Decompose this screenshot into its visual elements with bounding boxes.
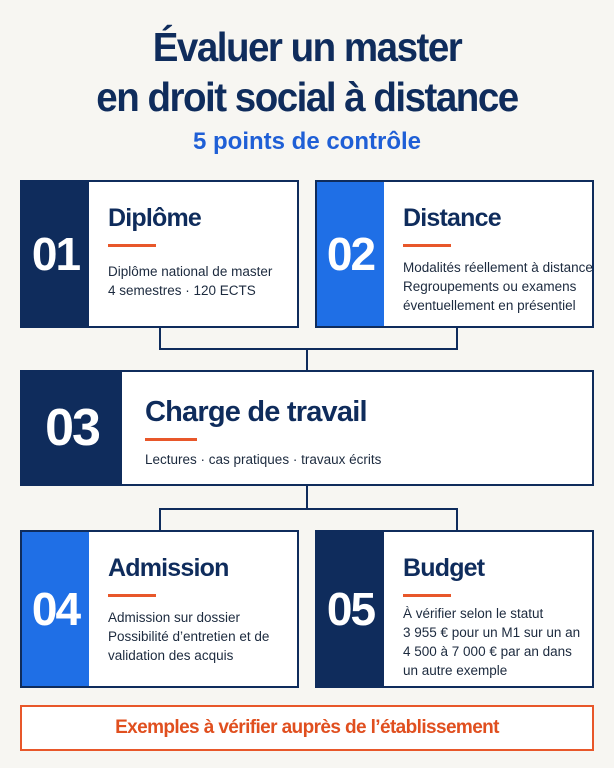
body-line: éventuellement en présentiel: [403, 298, 576, 313]
heading-underline: [108, 244, 156, 247]
body-line: Admission sur dossier: [108, 610, 241, 625]
body-line: 3 955 € pour un M1 sur un an: [403, 625, 581, 640]
body-line: Diplôme national de master: [108, 264, 273, 279]
heading-underline: [403, 594, 451, 597]
title-line-2: en droit social à distance: [96, 74, 518, 120]
card-heading: Charge de travail: [145, 396, 367, 428]
connector-line: [306, 485, 308, 509]
connector-line: [456, 327, 458, 349]
heading-underline: [403, 244, 451, 247]
body-line: Modalités réellement à distance: [403, 260, 593, 275]
card-diplome: [20, 180, 299, 328]
card-heading: Distance: [403, 204, 501, 232]
body-line: un autre exemple: [403, 663, 508, 678]
card-heading: Admission: [108, 554, 229, 582]
body-line: Lectures · cas pratiques · travaux écrits: [145, 452, 382, 467]
footer-note: Exemples à vérifier auprès de l’établissement: [20, 705, 594, 751]
card-number: 03: [22, 372, 122, 484]
card-body: [403, 258, 593, 315]
card-number: 04: [22, 532, 89, 686]
connector-line: [159, 508, 458, 510]
card-body: [108, 608, 269, 665]
title-line-1: Évaluer un master: [152, 24, 462, 70]
body-line: 4 500 à 7 000 € par an dans: [403, 644, 572, 659]
connector-line: [456, 508, 458, 530]
card-number: 01: [22, 182, 89, 326]
card-admission: [20, 530, 299, 688]
connector-line: [159, 327, 161, 349]
card-body: [145, 450, 381, 469]
card-number: 02: [317, 182, 384, 326]
body-line: Possibilité d’entretien et de: [108, 629, 270, 644]
card-body: [403, 604, 580, 680]
card-body: [108, 262, 272, 300]
card-distance: [315, 180, 594, 328]
body-line: validation des acquis: [108, 648, 234, 663]
card-number: 05: [317, 532, 384, 686]
connector-line: [306, 348, 308, 370]
connector-line: [159, 508, 161, 530]
connector-line: [159, 348, 458, 350]
heading-underline: [145, 438, 197, 441]
card-charge-de-travail: [20, 370, 594, 486]
body-line: Regroupements ou examens: [403, 279, 577, 294]
card-budget: [315, 530, 594, 688]
subtitle: 5 points de contrôle: [192, 128, 422, 155]
body-line: 4 semestres · 120 ECTS: [108, 283, 256, 298]
body-line: À vérifier selon le statut: [403, 606, 544, 621]
card-heading: Budget: [403, 554, 485, 582]
card-heading: Diplôme: [108, 204, 202, 232]
heading-underline: [108, 594, 156, 597]
